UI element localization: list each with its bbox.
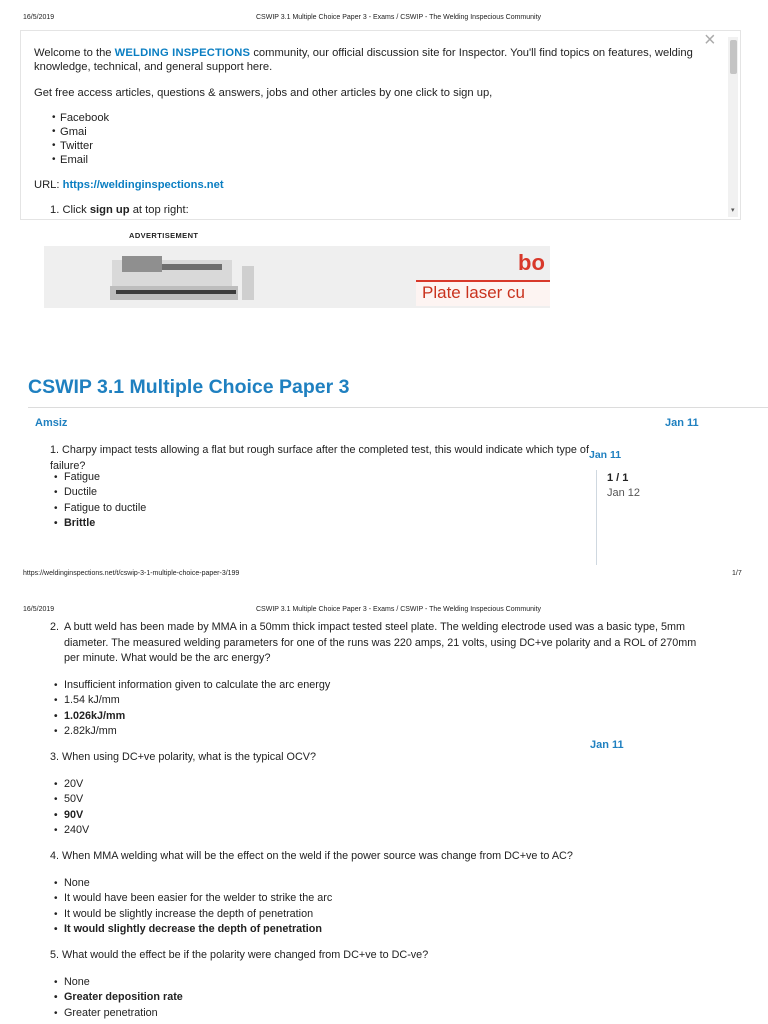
ad-banner[interactable] — [44, 246, 550, 308]
option: • It would have been easier for the welder to strike the arc — [54, 891, 332, 906]
signup-options — [40, 111, 109, 167]
site-url-link[interactable]: https://weldinginspections.net — [62, 179, 224, 191]
option: • None — [54, 975, 183, 990]
correct-option: • Greater deposition rate — [54, 990, 183, 1005]
option: • Ductile — [54, 485, 146, 500]
title-divider — [28, 407, 768, 408]
topic-title: CSWIP 3.1 Multiple Choice Paper 3 — [28, 376, 350, 398]
question-5: 5. What would the effect be if the polarity were changed from DC+ve to DC-ve? — [50, 949, 429, 961]
question-3-options — [54, 777, 89, 838]
option: • 240V — [54, 823, 89, 838]
print-title: CSWIP 3.1 Multiple Choice Paper 3 - Exams / CSWIP - The Welding Inspecious Community — [256, 14, 542, 21]
option: • 20V — [54, 777, 89, 792]
question-2: 2. A butt weld has been made by MMA in a 50mm thick impact tested steel plate. The welding electrode used was a basic type, 5mm diameter. The measured welding parameters for one of the runs was 220 amps, 21 volts, using DC+ve polarity and a ROL of 270mm per minute. What would be the arc energy? — [50, 621, 697, 664]
timeline-progress: 1 / 1 — [607, 472, 629, 484]
option: • 2.82kJ/mm — [54, 724, 330, 739]
print-date: 16/5/2019 — [23, 14, 55, 21]
option: • It would be slightly increase the depth of penetration — [54, 907, 332, 922]
welcome-intro: Welcome to the WELDING INSPECTIONS community, our official discussion site for Inspector. You'll find topics on features, welding knowledge, technical, and general support here. — [34, 47, 693, 73]
option: • Fatigue — [54, 470, 146, 485]
question-3: 3. When using DC+ve polarity, what is the typical OCV? — [50, 751, 316, 763]
signup-option: • Email — [40, 153, 109, 167]
option: • Fatigue to ductile — [54, 501, 146, 516]
question-4: 4. When MMA welding what will be the effect on the weld if the power source was change from DC+ve to AC? — [50, 850, 573, 862]
ad-label: ADVERTISEMENT — [129, 231, 199, 240]
option: • Greater penetration — [54, 1006, 183, 1021]
print-date-2: 16/5/2019 — [23, 606, 55, 613]
laser-machine-image — [102, 246, 272, 308]
post-date[interactable]: Jan 11 — [665, 417, 699, 429]
brand-name: WELDING INSPECTIONS — [114, 47, 251, 59]
option: • Insufficient information given to calculate the arc energy — [54, 678, 330, 693]
correct-option: • It would slightly decrease the depth of penetration — [54, 922, 332, 937]
print-footer-page: 1/7 — [732, 570, 742, 577]
correct-option: • 1.026kJ/mm — [54, 709, 330, 724]
timeline-track[interactable] — [596, 470, 597, 565]
option: • None — [54, 876, 332, 891]
correct-option: • 90V — [54, 808, 89, 823]
post-author[interactable]: Amsiz — [35, 417, 68, 429]
question-2-options — [54, 678, 330, 739]
signup-option: • Twitter — [40, 139, 109, 153]
close-icon[interactable]: × — [704, 29, 716, 51]
option: • 1.54 kJ/mm — [54, 693, 330, 708]
question-1-options — [54, 470, 146, 531]
print-title-2: CSWIP 3.1 Multiple Choice Paper 3 - Exams / CSWIP - The Welding Inspecious Community — [256, 606, 542, 613]
ad-logo: bo — [518, 250, 545, 275]
correct-option: • Brittle — [54, 516, 146, 531]
signup-option: • Gmai — [40, 125, 109, 139]
question-4-options — [54, 876, 332, 937]
signup-option: • Facebook — [40, 111, 109, 125]
step-line: 1. Click sign up at top right: — [50, 204, 189, 216]
scroll-down-arrow-icon[interactable]: ▾ — [731, 207, 735, 214]
question-5-options — [54, 975, 183, 1021]
timeline-date: Jan 12 — [607, 487, 641, 499]
timeline-side-date[interactable]: Jan 11 — [590, 739, 624, 751]
option: • 50V — [54, 792, 89, 807]
signup-text: Get free access articles, questions & answers, jobs and other articles by one click to sign up, — [34, 87, 493, 99]
url-line: URL: https://weldinginspections.net — [34, 179, 224, 191]
ad-tagline: Plate laser cu — [422, 283, 525, 302]
timeline-overlay-date: Jan 11 — [589, 449, 622, 461]
print-footer-url: https://weldinginspections.net/t/cswip-3-1-multiple-choice-paper-3/199 — [23, 570, 240, 577]
scrollbar-thumb[interactable] — [730, 40, 737, 74]
question-1: 1. Charpy impact tests allowing a flat but rough surface after the completed test, this would indicate which type of failure? — [50, 444, 589, 472]
